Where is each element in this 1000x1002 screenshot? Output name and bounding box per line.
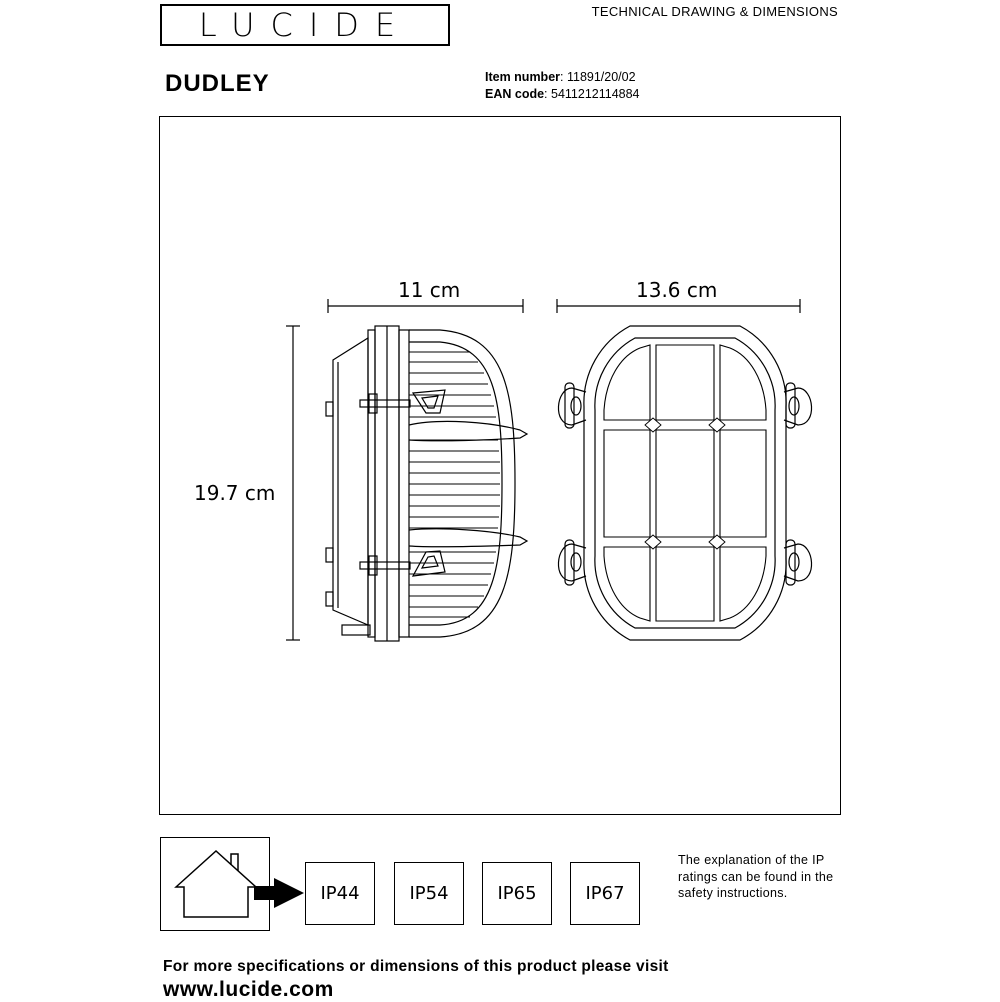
item-number-value: : 11891/20/02 [560,70,636,84]
ip-rating-ip54: IP54 [394,862,464,925]
front-view [558,326,811,640]
height-dimension-label: 19.7 cm [194,481,276,505]
footer-text: For more specifications or dimensions of this product please visit [163,958,669,975]
ip-rating-note: The explanation of the IP ratings can be found in the safety instructions. [678,853,834,900]
ean-code-label: EAN code [485,87,545,101]
footer-url-link[interactable]: www.lucide.com [163,978,334,1001]
ip-rating-ip44: IP44 [305,862,375,925]
width-dimension-line [557,299,800,313]
brand-logo: LUCIDE [198,6,412,44]
ip-rating-ip67: IP67 [570,862,640,925]
ip-rating-ip65: IP65 [482,862,552,925]
depth-dimension-line [328,299,523,313]
document-type: TECHNICAL DRAWING & DIMENSIONS [591,4,838,19]
product-name: DUDLEY [165,70,270,97]
height-dimension-line [286,326,300,640]
width-dimension-label: 13.6 cm [636,278,718,302]
item-number-label: Item number [485,70,561,84]
outdoor-house-box [160,837,270,931]
depth-dimension-label: 11 cm [398,278,461,302]
mounting-lugs [558,383,811,585]
ean-code-value: : 5411212114884 [544,87,640,101]
side-view [326,326,527,641]
